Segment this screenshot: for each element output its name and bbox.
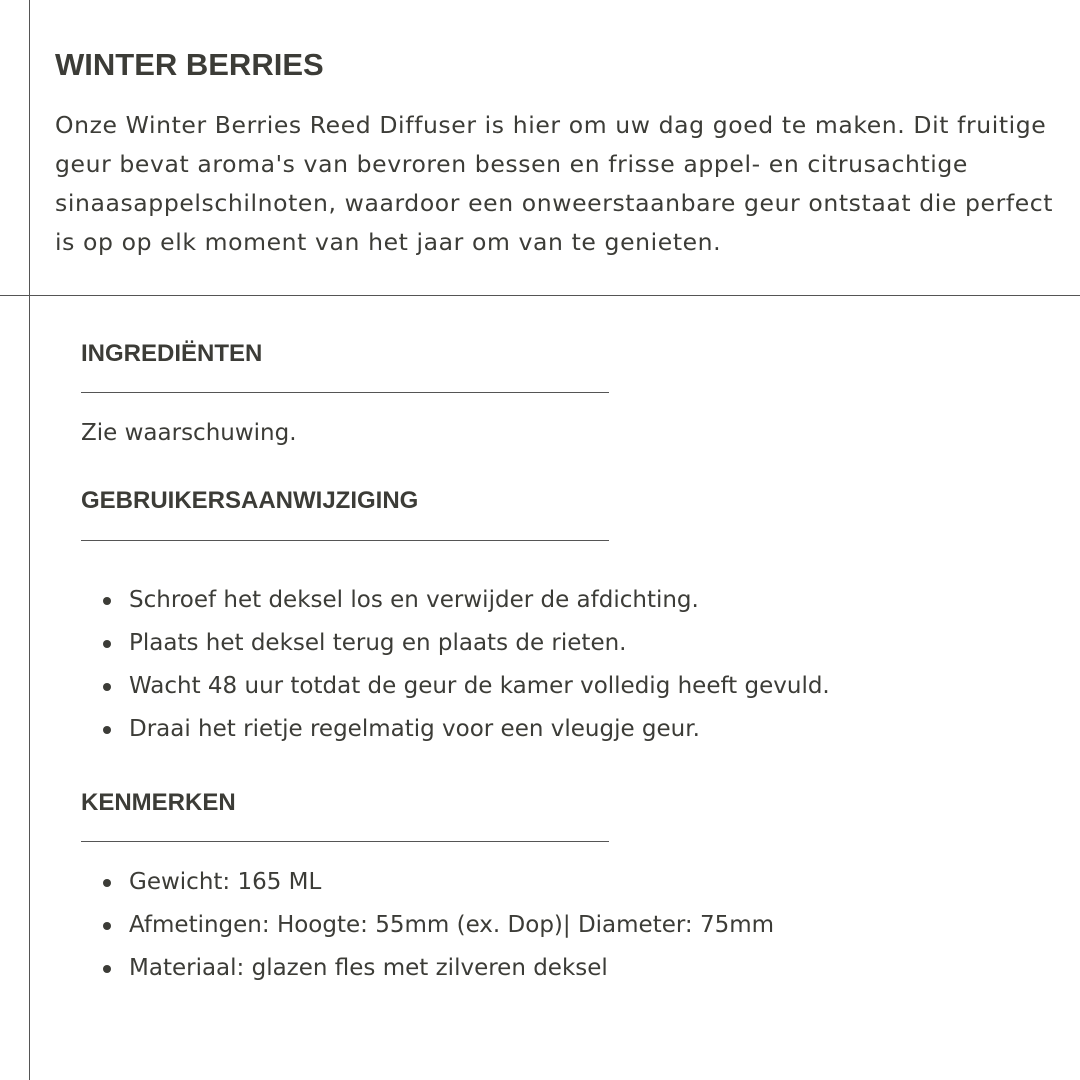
product-title: WINTER BERRIES [55,47,324,82]
usage-list [103,579,1003,751]
usage-heading: GEBRUIKERSAANWIJZIGING [81,487,419,514]
features-heading: KENMERKEN [81,789,236,816]
features-underline [81,841,609,842]
bullet-icon [103,640,111,648]
list-item-text: Gewicht: 165 ML [129,869,322,895]
list-item-text: Afmetingen: Hoogte: 55mm (ex. Dop)| Diameter: 75mm [129,912,775,938]
bullet-icon [103,726,111,734]
list-item [103,947,1003,990]
list-item [103,861,1003,904]
list-item [103,622,1003,665]
ingredients-underline [81,392,609,393]
features-list [103,861,1003,990]
list-item [103,579,1003,622]
product-description: Onze Winter Berries Reed Diffuser is hier om uw dag goed te maken. Dit fruitige geur bevat aroma's van bevroren bessen en frisse appel- en citrusachtige sinaasappelschilnoten, waardoor een onweerstaanbare geur ontstaat die perfect is op op elk moment van het jaar om van te genieten. [55,111,1054,256]
ingredients-heading: INGREDIËNTEN [81,340,263,367]
left-border-line [29,0,30,1080]
list-item-text: Materiaal: glazen fles met zilveren deksel [129,955,608,981]
bullet-icon [103,597,111,605]
list-item-text: Schroef het deksel los en verwijder de afdichting. [129,587,699,613]
bullet-icon [103,879,111,887]
section-divider-line [0,295,1080,296]
list-item [103,665,1003,708]
list-item-text: Wacht 48 uur totdat de geur de kamer volledig heeft gevuld. [129,673,830,699]
list-item [103,904,1003,947]
bullet-icon [103,965,111,973]
usage-underline [81,540,609,541]
ingredients-text: Zie waarschuwing. [81,420,297,446]
list-item-text: Plaats het deksel terug en plaats de rieten. [129,630,627,656]
list-item-text: Draai het rietje regelmatig voor een vleugje geur. [129,716,700,742]
product-intro [55,44,1055,262]
list-item [103,708,1003,751]
bullet-icon [103,922,111,930]
bullet-icon [103,683,111,691]
